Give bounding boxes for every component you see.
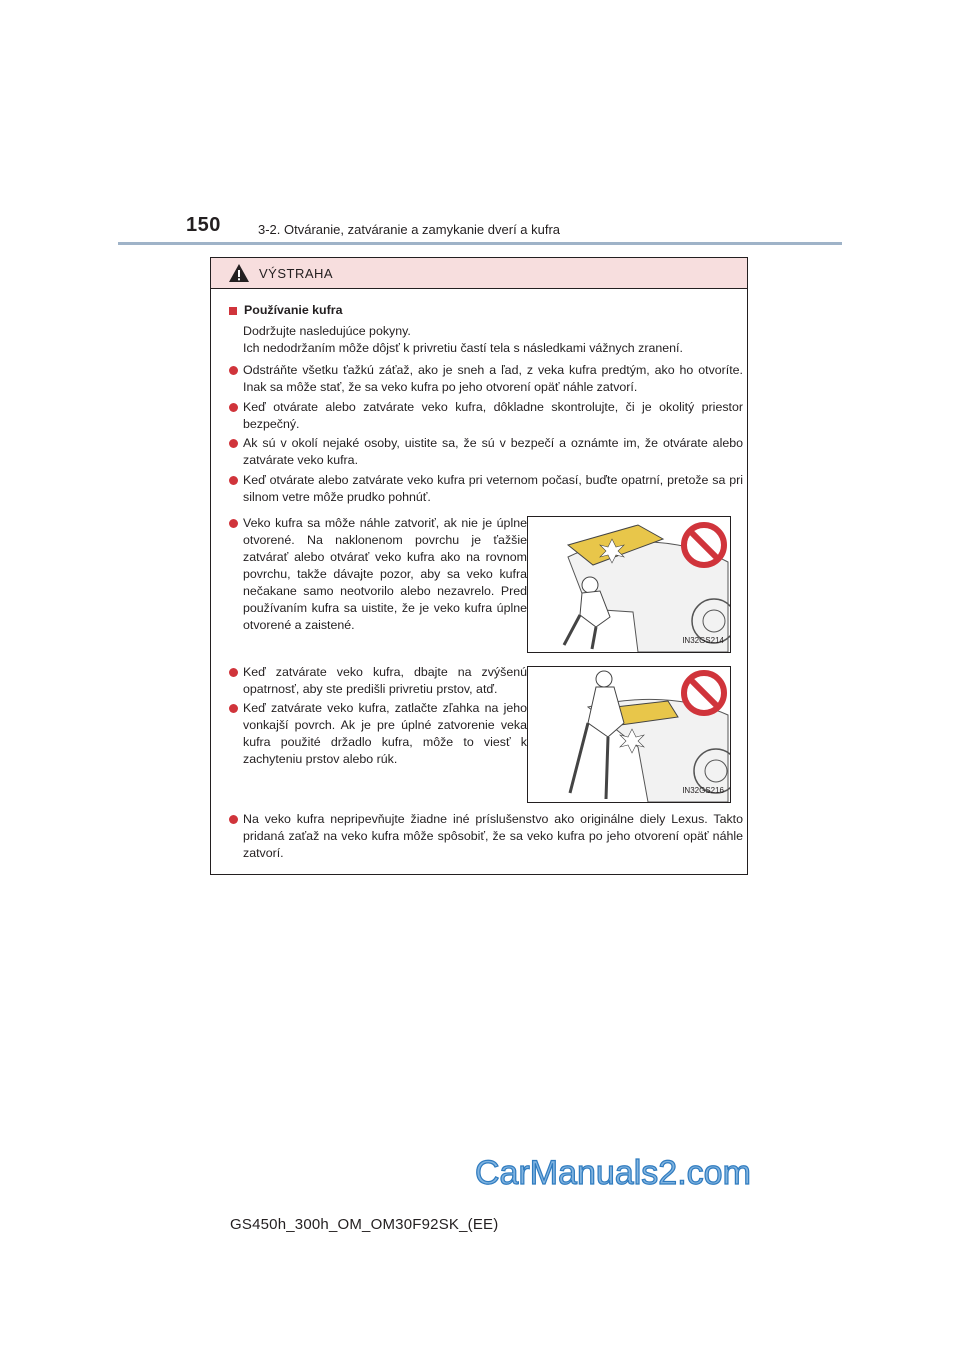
prohibition-icon xyxy=(684,525,724,565)
warning-label: VÝSTRAHA xyxy=(259,265,334,281)
warning-content xyxy=(211,288,747,874)
illustration-close-trunk xyxy=(527,666,731,803)
figure-code: IN32GS214 xyxy=(682,636,724,645)
sub-heading-text: Používanie kufra xyxy=(244,303,343,317)
bullet-text: Keď zatvárate veko kufra, dbajte na zvýšenú opatrnosť, aby ste predišli privretiu prstov, atď. xyxy=(243,665,527,696)
bullet-dot-icon xyxy=(229,439,238,448)
bullet-item xyxy=(229,472,743,506)
bullet-dot-icon xyxy=(229,668,238,677)
bullet-dot-icon xyxy=(229,366,238,375)
footer-doc-code: GS450h_300h_OM_OM30F92SK_(EE) xyxy=(230,1216,499,1233)
bullet-text: Veko kufra sa môže náhle zatvoriť, ak nie je úplne otvorené. Na naklonenom povrchu je ťažšie zatvárať alebo otvárať veko kufra ako na rovnom povrchu, takže dávajte pozor, aby sa veko kufra nečakane samo neotvorilo alebo nezavrelo. Pred používaním kufra sa uistite, že je veko kufra úplne otvorené a zaistené. xyxy=(243,516,527,632)
bullet-dot-icon xyxy=(229,704,238,713)
warning-header xyxy=(211,258,747,289)
bullet-item xyxy=(229,435,743,469)
bullet-item xyxy=(229,700,527,768)
square-bullet-icon xyxy=(229,307,237,315)
bullet-text: Odstráňte všetku ťažkú záťaž, ako je sneh a ľad, z veka kufra predtým, ako ho otvoríte. Inak sa môže stať, že sa veko kufra po jeho otvorení opäť náhle zatvorí. xyxy=(243,363,743,394)
warning-triangle-icon xyxy=(228,263,250,283)
bullet-text: Keď zatvárate veko kufra, zatlačte zľahka na jeho vonkajší povrch. Ak je pre úplné zatvorenie veka kufra použité držadlo kufra, môže to viesť k zachyteniu prstov alebo rúk. xyxy=(243,701,527,766)
bullet-text: Ak sú v okolí nejaké osoby, uistite sa, že sú v bezpečí a oznámte im, že otvárate alebo zatvárate veko kufra. xyxy=(243,436,743,467)
bullet-dot-icon xyxy=(229,403,238,412)
section-title: 3-2. Otváranie, zatváranie a zamykanie dverí a kufra xyxy=(258,222,561,237)
watermark-logo xyxy=(471,1146,761,1198)
bullet-dot-icon xyxy=(229,519,238,528)
prohibition-icon xyxy=(684,673,724,713)
illustration-open-trunk xyxy=(527,516,731,653)
bullet-text: Keď otvárate alebo zatvárate veko kufra, dôkladne skontrolujte, či je okolitý priestor bezpečný. xyxy=(243,400,743,431)
bullet-dot-icon xyxy=(229,815,238,824)
bullet-item xyxy=(229,664,527,698)
bullet-item xyxy=(229,515,527,634)
figure-code: IN32GS216 xyxy=(682,786,724,795)
bullet-text: Keď otvárate alebo zatvárate veko kufra pri veternom počasí, buďte opatrní, pretože sa pri silnom vetre môže prudko pohnúť. xyxy=(243,473,743,504)
bullet-dot-icon xyxy=(229,476,238,485)
bullet-item xyxy=(229,399,743,433)
watermark-text: CarManuals2.com xyxy=(475,1154,751,1192)
header-rule xyxy=(118,242,842,245)
warning-box xyxy=(210,257,748,875)
bullet-text: Na veko kufra nepripevňujte žiadne iné príslušenstvo ako originálne diely Lexus. Takto pridaná zaťaž na veko kufra môže spôsobiť, že sa veko kufra po jeho otvorení opäť náhle zatvorí. xyxy=(243,812,743,860)
page-number: 150 xyxy=(186,214,221,236)
bullet-item xyxy=(229,811,743,862)
intro-line: Ich nedodržaním môže dôjsť k privretiu častí tela s následkami vážnych zranení. xyxy=(243,341,683,355)
sub-heading xyxy=(229,302,342,319)
intro-text xyxy=(243,323,733,357)
intro-line: Dodržujte nasledujúce pokyny. xyxy=(243,324,411,338)
bullet-item xyxy=(229,362,743,396)
